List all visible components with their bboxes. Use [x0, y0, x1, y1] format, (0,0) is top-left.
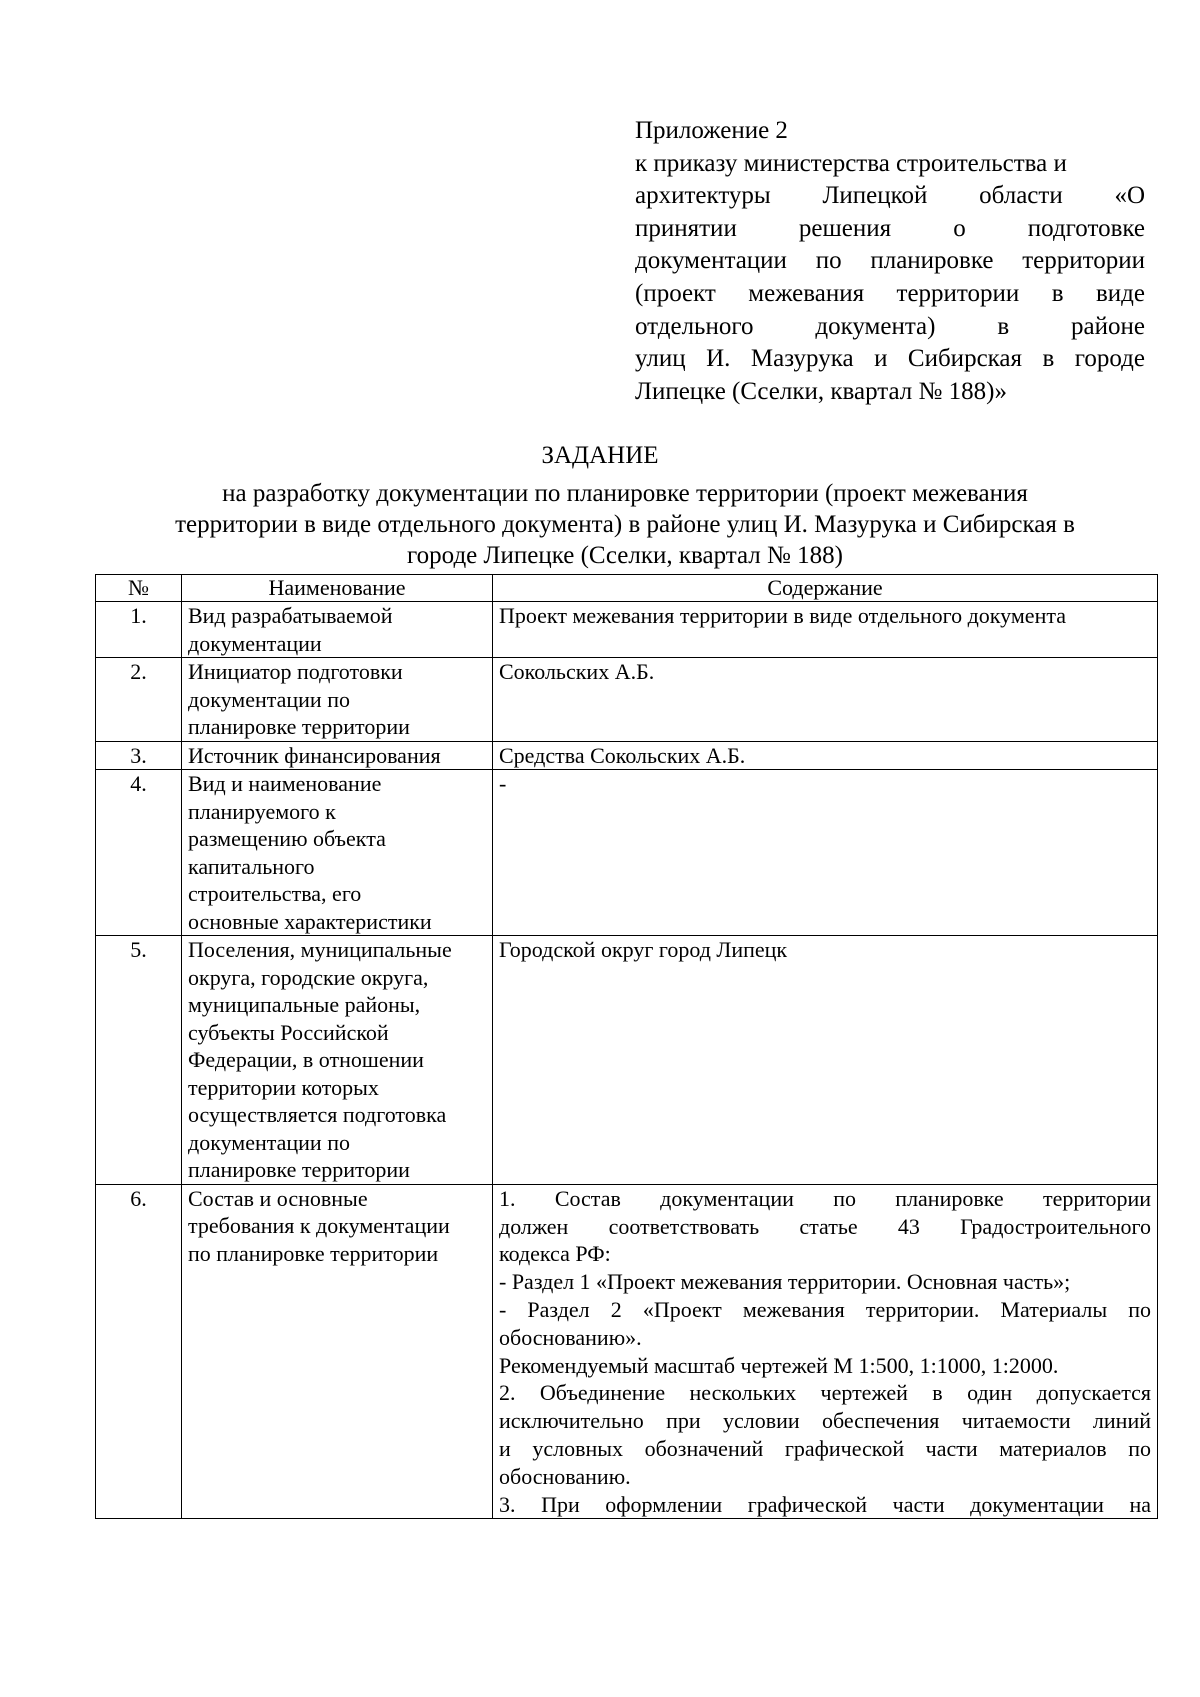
appendix-line: отдельного документа) в районе [635, 312, 1145, 340]
content-line: Рекомендуемый масштаб чертежей М 1:500, 1:1000, 1:2000. [499, 1352, 1059, 1378]
row-content [493, 741, 1158, 770]
appendix-line: архитектуры Липецкой области «О [635, 182, 1145, 210]
content-line: кодекса РФ: [499, 1241, 611, 1267]
column-header-content: Содержание [493, 575, 1158, 602]
name-line: строительства, его [188, 881, 362, 907]
table-row [96, 936, 1158, 1185]
name-line: планировке территории [188, 714, 410, 739]
row-name [182, 1184, 493, 1519]
content-line: обоснованию». [499, 1324, 642, 1350]
content-line: 2. Объединение нескольких чертежей в один допускается [499, 1380, 1151, 1406]
row-content [493, 602, 1158, 658]
column-header-name: Наименование [182, 575, 493, 602]
name-line: Поселения, муниципальные [188, 937, 452, 963]
row-name [182, 936, 493, 1185]
name-line: субъекты Российской [188, 1019, 389, 1045]
appendix-line: документации по планировке территории [635, 247, 1145, 275]
content-line: - [499, 771, 507, 797]
table-row [96, 1184, 1158, 1519]
name-line: Инициатор подготовки [188, 659, 403, 684]
name-line: документации [188, 630, 322, 656]
table-row [96, 741, 1158, 770]
name-line: документации по [188, 1129, 350, 1155]
content-line: - Раздел 2 «Проект межевания территории. Материалы по [499, 1296, 1151, 1322]
table-row [96, 602, 1158, 658]
row-content [493, 658, 1158, 742]
name-line: по планировке территории [188, 1240, 439, 1266]
content-line: должен соответствовать статье 43 Градостроительного [499, 1213, 1151, 1239]
appendix-block [635, 115, 1145, 408]
appendix-line: Приложение 2 [635, 117, 788, 144]
name-line: основные характеристики [188, 908, 432, 934]
row-number: 5. [96, 936, 182, 1185]
name-line: требования к документации [188, 1213, 450, 1239]
content-line: Сокольских А.Б. [499, 659, 655, 684]
name-line: размещению объекта [188, 826, 386, 852]
task-table [95, 574, 1158, 1519]
content-line: обоснованию. [499, 1463, 631, 1489]
appendix-line: улиц И. Мазурука и Сибирская в городе [635, 345, 1145, 373]
content-line: Проект межевания территории в виде отдельного документа [499, 603, 1066, 628]
row-name [182, 770, 493, 936]
name-line: капитального [188, 853, 315, 879]
row-number: 2. [96, 658, 182, 742]
row-name [182, 658, 493, 742]
row-content [493, 770, 1158, 936]
table-row [96, 770, 1158, 936]
subtitle-line: городе Липецке (Сселки, квартал № 188) [407, 542, 843, 569]
subtitle-line: на разработку документации по планировке территории (проект межевания [222, 480, 1028, 507]
subtitle-line: территории в виде отдельного документа) в районе улиц И. Мазурука и Сибирская в [175, 511, 1075, 538]
row-name [182, 741, 493, 770]
column-header-number: № [96, 575, 182, 602]
document-title: ЗАДАНИЕ [541, 442, 659, 469]
content-line: Городской округ город Липецк [499, 937, 788, 963]
name-line: муниципальные районы, [188, 992, 421, 1018]
content-line: и условных обозначений графической части материалов по [499, 1435, 1151, 1461]
row-number: 1. [96, 602, 182, 658]
row-name [182, 602, 493, 658]
name-line: территории которых [188, 1074, 379, 1100]
content-line: 3. При оформлении графической части документации на [499, 1491, 1151, 1517]
table-header-row [96, 575, 1158, 602]
row-content [493, 1184, 1158, 1519]
appendix-line: к приказу министерства строительства и [635, 149, 1067, 177]
name-line: планируемого к [188, 798, 336, 824]
document-subtitle [95, 478, 1155, 571]
name-line: документации по [188, 686, 350, 712]
name-line: Источник финансирования [188, 742, 441, 768]
content-line: 1. Состав документации по планировке территории [499, 1185, 1151, 1211]
row-number: 3. [96, 741, 182, 770]
content-line: исключительно при условии обеспечения читаемости линий [499, 1408, 1151, 1434]
row-number: 6. [96, 1184, 182, 1519]
appendix-line: Липецке (Сселки, квартал № 188)» [635, 377, 1007, 405]
name-line: округа, городские округа, [188, 964, 429, 990]
content-line: Средства Сокольских А.Б. [499, 742, 746, 768]
name-line: Вид и наименование [188, 771, 382, 797]
name-line: Состав и основные [188, 1185, 368, 1211]
content-line: - Раздел 1 «Проект межевания территории. Основная часть»; [499, 1269, 1071, 1295]
appendix-line: принятии решения о подготовке [635, 214, 1145, 242]
row-content [493, 936, 1158, 1185]
name-line: Федерации, в отношении [188, 1047, 424, 1073]
table-row [96, 658, 1158, 742]
appendix-line: (проект межевания территории в виде [635, 279, 1145, 307]
row-number: 4. [96, 770, 182, 936]
name-line: планировке территории [188, 1157, 410, 1183]
name-line: осуществляется подготовка [188, 1102, 447, 1128]
name-line: Вид разрабатываемой [188, 603, 393, 628]
